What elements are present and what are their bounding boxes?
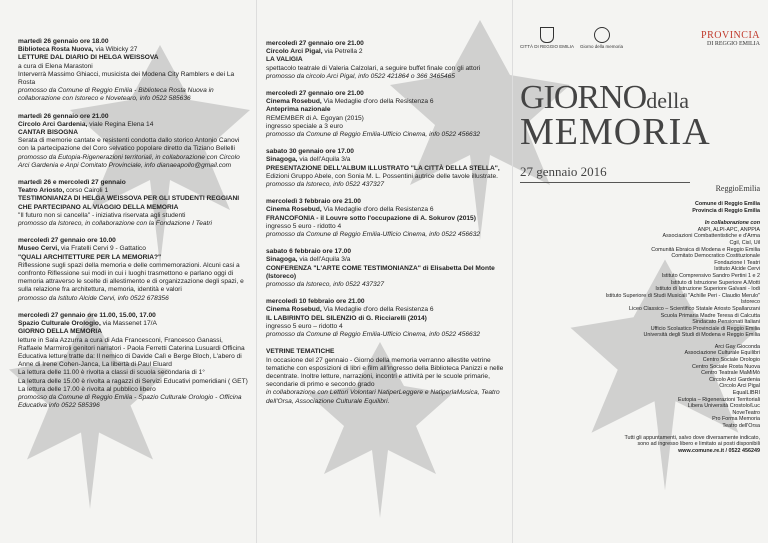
event-note: promosso da Istoreco, in collaborazione con la Fondazione I Teatri [18,220,213,228]
association: NoveTeatro [732,409,760,416]
collaborator: Cgil, Cisl, Uil [729,239,760,246]
event-date: sabato 30 gennaio ore 17.00 [266,148,354,156]
footer-line: Tutti gli appuntamenti, salvo dove diversamente indicato, [624,434,760,441]
collaborator: Ufficio Scolastico Provinciale di Reggio Emilia [650,325,760,332]
event-title: LA VALIGIA [266,56,303,64]
event-address: Via Medaglie d'oro della Resistenza 6 [323,306,434,314]
event-address: via Massenet 17/A [102,320,157,328]
event-title: FRANCOFONIA - il Louvre sotto l'occupazione di A. Sokurov (2015) [266,214,476,222]
event-address: via Fratelli Cervi 9 - Gattatico [60,245,146,253]
event-title: CANTAR BISOGNA [18,129,78,137]
footer-note [520,435,760,455]
association: Centro Teatrale MaMiMò [701,370,760,377]
event-text: Interverrà Massimo Ghiacci, musicista dei Modena City Ramblers e dei La Rosta [18,70,235,87]
organizer: Comune di Reggio Emilia [695,201,760,207]
event-venue: Circolo Arci Pigal, via Petrella 2 [266,48,363,56]
event-block [266,40,506,81]
event-title: Anteprima nazionale [266,106,331,114]
association: Eutopia – Rigenerazioni Territoriali [677,396,760,403]
association: Teatro dell'Orsa [722,423,760,429]
event-address: via Wibicky 27 [95,46,138,54]
event-note: promosso da Comune di Reggio Emilia - Biblioteca Rosta Nuova in collaborazione con Istoreco e Novetearo, info 0522 585636 [18,87,214,103]
event-venue: Museo Cervi, via Fratelli Cervi 9 - Gattatico [18,245,146,253]
event-block [18,113,248,170]
event-address: corso Cairoli 1 [66,187,109,195]
column-right [512,0,768,543]
collaborator: Istituto Superiore di Studi Musicali "Achille Peri - Claudio Merulo" [605,292,760,299]
province-logo: PROVINCIA DI REGGIO EMILIA [701,29,760,47]
event-address: via dell'Aquila 3/a [299,256,351,264]
event-date: mercoledì 27 gennaio ore 11.00, 15.00, 17.00 [18,311,156,319]
logo-bar [520,22,760,54]
association: Centro Sociale Rosta Nuova [691,363,760,370]
event-note: promosso da Comune di Reggio Emilia - Spazio Culturale Orologio - Officina Educativa info 0522 585396 [18,393,242,410]
main-title: GIORNOdella MEMORIA [520,79,711,153]
badge-icon [594,27,610,43]
event-date: mercoledì 27 gennaio ore 10.00 [18,237,116,245]
collaborator: Istituto di Istruzione Superiore A.Motti [670,279,760,286]
association: Pro Forma Memoria [712,416,760,423]
event-address: Via Medaglie d'oro della Resistenza 6 [323,98,434,106]
event-venue: Cinema Rosebud, Via Medaglie d'oro della Resistenza 6 [266,306,434,314]
event-address: Via Medaglie d'oro della Resistenza 6 [323,206,434,214]
event-title: CONFERENZA "L'ARTE COME TESTIMONIANZA" di Elisabetta Del Monte (Istoreco) [266,264,495,280]
event-text: a cura di Elena Marastoni [18,62,93,70]
associations [520,344,760,430]
event-block [18,237,248,303]
event-text: Edizioni Gruppo Abele, con Sonia M. L. Possentini autrice delle tavole illustrate. [266,172,499,180]
association: Centro Sociale Orologio [702,357,760,364]
event-venue: Biblioteca Rosta Nuova, via Wibicky 27 [18,46,138,54]
city-name: ReggioEmilia [715,184,760,193]
event-date: mercoledì 10 febbraio ore 21.00 [266,298,365,306]
event-venue: Spazio Culturale Orologio, via Massenet 17/A [18,320,157,328]
event-text: spettacolo teatrale di Valeria Calzolari, a seguire buffet finale con gli attori [266,64,481,72]
event-address: viale Regina Elena 14 [89,120,154,128]
event-block [266,298,506,339]
event-note: promosso da Eutopia-Rigenerazioni territoriali, in collaborazione con Circolo Arci Gardenia e Anpi Comitato Provinciale, info dianaeapollo@gmail.com [18,153,240,169]
event-text: ingresso 5 euro - ridotto 4 [266,222,342,230]
association: Arci Gay Gioconda [714,343,760,350]
event-text: La lettura delle 15.00 è rivolta a ragazzi di Servizi Educativi pomeridiani ( GET) [18,377,248,385]
collaborator: Istituto Comprensivo Sandro Pertini 1 e 2 [661,272,760,279]
memoria-logo: Giorno della memoria [580,27,623,49]
collaborators: In collaborazione con ANPI, ALPI-APC, ANPPIA Associazioni Combattentistiche e d'Arma Cgil, Cisl, Uil Comunità Ebraica di Modena e Reggio Emilia Comitato Democratico Costituzionale Fondazione I Teatri Istituto Alcide Cervi Istituto Comprensivo Sandro Pertini 1 e 2 Istituto di Istruzione Superiore A.Motti Istituto di Istruzione Superiore Galvani - Iodi Istituto Superiore di Studi Musicali "Achille Peri - Claudio Merulo" Istoreco Liceo Classico – Scientifico Statale Ariosto Spallanzani Scuola Primaria Madre Teresa di Calcutta Sindacato Pensionati Italiani Ufficio Scolastico Provinciale di Reggio Emilia Università degli Studi di Modena e Reggio Emilia [520,220,760,339]
organizer: Provincia di Reggio Emilia [692,207,760,214]
footer-line: www.comune.re.it / 0522 456249 [678,447,760,454]
event-address: via Petrella 2 [324,48,363,56]
event-title: TESTIMONIANZA DI HELGA WEISSOVA PER GLI STUDENTI REGGIANI CHE PARTECIPANO AL VIAGGIO DELLA MEMORIA [18,195,240,211]
column-left [0,0,256,543]
event-note: promosso da Istoreco, info 0522 437327 [266,281,385,289]
event-block [18,179,248,228]
event-text: Riflessione sugli spazi della memoria e delle commemorazioni. Alcuni casi a confronto Riflessione sui modi in cui i luoghi trasmettono e parlano oggi di memoria attraverso le scelte di allestimento e di organizzazione degli spazi, e sulla relazione fra architettura, memoria, identità e valori [18,261,244,294]
event-note: promosso da Istituto Alcide Cervi, info 0522 678356 [18,294,169,302]
event-note: promosso da Comune di Reggio Emilia-Ufficio Cinema, info 0522 456632 [266,131,481,139]
column-middle [256,0,512,543]
event-venue: Sinagoga, via dell'Aquila 3/a [266,156,351,164]
event-venue: Cinema Rosebud, Via Medaglie d'oro della Resistenza 6 [266,206,434,214]
event-venue: Teatro Ariosto, corso Cairoli 1 [18,187,109,195]
event-venue: Cinema Rosebud, Via Medaglie d'oro della Resistenza 6 [266,98,434,106]
footer-line: sono ad ingresso libero e limitato ai posti disponibili [637,441,760,448]
event-text: ingresso 5 euro – ridotto 4 [266,322,343,330]
event-venue: Sinagoga, via dell'Aquila 3/a [266,256,351,264]
collaborator: Scuola Primaria Madre Teresa di Calcutta [660,312,760,319]
event-text: La lettura delle 17.00 è rivolta al pubblico libero [18,385,156,393]
event-address: via dell'Aquila 3/a [299,156,351,164]
collaborator: Fondazione I Teatri [714,259,760,266]
event-date: martedì 26 gennaio ore 18.00 [18,38,109,45]
event-date: VETRINE TEMATICHE [266,348,335,356]
event-venue: Circolo Arci Gardenia, viale Regina Elena 14 [18,120,154,128]
event-text: La lettura delle 11.00 è rivolta a classi di scuola secondaria di 1° [18,369,205,377]
event-date: martedì 26 gennaio ore 21.00 [18,112,109,120]
event-note: promosso da Comune di Reggio Emilia-Ufficio Cinema, info 0522 456632 [266,231,481,239]
collaborator: Sindacato Pensionati Italiani [692,319,760,326]
crest-icon [540,27,554,43]
collaborator: Università degli Studi di Modena e Reggio Emilia [643,332,760,339]
collaborator: Istituto Alcide Cervi [714,266,760,273]
event-block [18,38,248,104]
association: Libera Università Crostolo/Luc [687,403,760,410]
association: Circolo Arci Gardenia [709,376,760,383]
event-note: promosso da Comune di Reggio Emilia-Ufficio Cinema, info 0522 456632 [266,331,481,339]
event-block [266,198,506,239]
collaborator: Istituto di Istruzione Superiore Galvani - Iodi [655,286,760,293]
collaborator: Comitato Democratico Costituzionale [671,253,760,260]
event-note: promosso da circolo Arci Pigal, info 0522 421864 o 366 3465465 [266,72,455,80]
event-title: LETTURE DAL DIARIO DI HELGA WEISSOVA [18,54,159,62]
event-block [266,348,506,405]
collaborator: ANPI, ALPI-APC, ANPPIA [697,226,760,233]
event-title: IL LABIRINTO DEL SILENZIO di G. Ricciarelli (2014) [266,314,427,322]
event-text: REMEMBER di A. Egoyan (2015) [266,114,364,122]
event-date: mercoledì 3 febbraio ore 21.00 [266,198,361,206]
event-text: In occasione del 27 gennaio - Giorno della memoria verranno allestite vetrine tematiche con esposizioni di libri e film all'ingresso della Biblioteca Panizzi e nelle decentrate. Inoltre letture, narrazioni, incontri e attività per le scuole primarie, secondarie di primo e secondo grado [266,356,504,389]
event-title: "QUALI ARCHITETTURE PER LA MEMORIA?" [18,253,162,261]
event-block [266,148,506,189]
collaborator: Associazioni Combattentistiche e d'Arma [662,233,760,240]
event-text: ingresso speciale a 3 euro [266,122,343,130]
city-logo: CITTÀ DI REGGIO EMILIA [520,27,574,49]
event-title: GIORNO DELLA MEMORIA [18,328,103,336]
event-date: sabato 6 febbraio ore 17.00 [266,248,352,256]
event-block [18,312,248,410]
event-block [266,90,506,139]
association: Associazione Culturale Equilibri [684,350,760,357]
organizers [520,201,760,214]
collaborator: Liceo Classico – Scientifico Statale Ariosto Spallanzani [629,305,760,312]
collaborator: Comunità Ebraica di Modena e Reggio Emilia [651,246,760,253]
collaborator: Istoreco [740,299,760,306]
event-note: in collaborazione con Lettori Volontari NatiperLeggere e NatiperlaMusica, Teatro dell'Orsa, Associazione Culturale Equilibri. [266,389,500,405]
event-text: "Il futuro non si cancella" - iniziativa riservata agli studenti [18,211,186,219]
event-note: promosso da Istoreco, info 0522 437327 [266,181,385,189]
event-text: letture in Sala Azzurra a cura di Ada Francesconi, Francesco Ganassi, Raffaele Marmiroli genitori narratori - Paola Ferretti Caterina Lusuardi Officina Educativa letture tratte da: Il nemico di Davide Calì e Berge Bloch, L'abero di Anne di Irene Cohen-Janca, La libertà di Paul Eluard [18,336,245,369]
event-title: PRESENTAZIONE DELL'ALBUM ILLUSTRATO "LA CITTÀ DELLA STELLA", [266,164,500,172]
event-text: Serata di memorie cantate e resistenti condotta dallo storico Antonio Canovi con la partecipazione del Coro selvatico popolare diretto da Tiziano Bellelli [18,137,240,153]
event-date: mercoledì 27 gennaio ore 21.00 [266,90,364,98]
event-date: mercoledì 27 gennaio ore 21.00 [266,40,364,47]
event-block [266,248,506,289]
association: EqualLIBRI [732,390,760,397]
association: Circolo Arci Pigal [719,383,760,390]
event-date: 27 gennaio 2016 [520,164,690,183]
event-date: martedì 26 e mercoledì 27 gennaio [18,179,126,187]
